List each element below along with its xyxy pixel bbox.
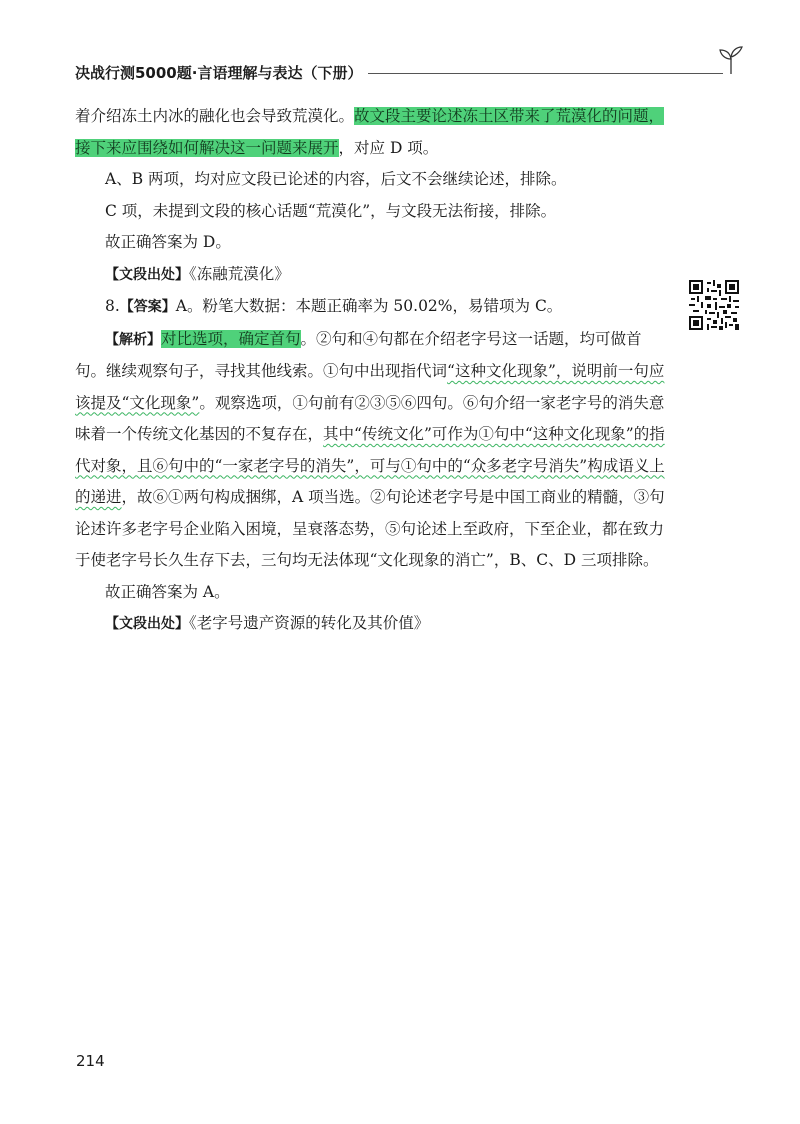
paragraph-analysis xyxy=(75,324,670,577)
solution-text xyxy=(75,101,670,641)
source-tag: 【文段出处】 xyxy=(105,266,189,283)
text-segment: 。观察选项，①句前有②③⑤⑥四句。⑥句介绍一家老字号的消失意味着一个传统文化基因的不复存在， xyxy=(75,393,665,443)
answer-tag: 【答案】 xyxy=(119,299,176,315)
paragraph-answer-a: 故正确答案为 A。 xyxy=(105,582,230,601)
paragraph-source-1 xyxy=(75,259,670,292)
text-segment: ，对应 D 项。 xyxy=(338,138,439,157)
paragraph-option-c: C 项，未提到文段的核心话题“荒漠化”，与文段无法衔接，排除。 xyxy=(105,201,557,220)
source-tag: 【文段出处】 xyxy=(105,616,189,632)
highlight-mark: 接下来应围绕如何解决这一问题来展开 xyxy=(75,138,339,157)
running-header xyxy=(75,60,745,84)
highlight-mark: 故文段主要论述冻土区带来了荒漠化的问题， xyxy=(354,107,665,125)
qr-code[interactable] xyxy=(689,280,739,330)
paragraph-answer-d: 故正确答案为 D。 xyxy=(105,233,231,251)
text-segment: 着介绍冻土内冰的融化也会导致荒漠化。 xyxy=(75,107,355,125)
book-title: 决战行测5000题·言语理解与表达（下册） xyxy=(75,62,368,83)
paragraph-option-ab: A、B 两项，均对应文段已论述的内容，后文不会继续论述，排除。 xyxy=(105,170,567,188)
paragraph-question-8 xyxy=(75,291,670,324)
source-title: 《冻融荒漠化》 xyxy=(189,264,290,283)
answer-text: A。粉笔大数据：本题正确率为 50.02%，易错项为 C。 xyxy=(175,297,563,315)
paragraph-conclusion xyxy=(75,101,670,164)
highlight-mark: 对比选项，确定首句 xyxy=(161,329,301,348)
source-title: 《老字号遗产资源的转化及其价值》 xyxy=(189,614,430,632)
paragraph-source-2 xyxy=(75,608,670,641)
wavy-underline-text: 其中“传统文化”可作为①句中“这种文化现象”的指代对象，且⑥句中的“一家老字号的消失”，可与①句中的“众多老字号消失”构成语义上的递进 xyxy=(75,425,665,506)
text-segment: ，故⑥①两句构成捆绑，A 项当选。②句论述老字号是中国工商业的精髓，③句论述许多老字号企业陷入困境，呈衰落态势，⑤句论述上至政府，下至企业，都在致力于使老字号长久生存下去，三句均无法体现“文化现象的消亡”，B、C、D 三项排除。 xyxy=(75,488,665,569)
text-segment: 。②句和④句都在介绍老字号这一话题，均可做首句。继续观察句子，寻找其他线索。①句中出现指代词 xyxy=(75,329,642,380)
wavy-underline-text: “这种文化现象”，说明前一句应该提及“文化现象” xyxy=(75,362,665,412)
question-number: 8. xyxy=(105,297,120,315)
page-number: 214 xyxy=(76,1052,105,1070)
sprout-icon xyxy=(717,46,745,76)
analysis-tag: 【解析】 xyxy=(105,331,161,348)
